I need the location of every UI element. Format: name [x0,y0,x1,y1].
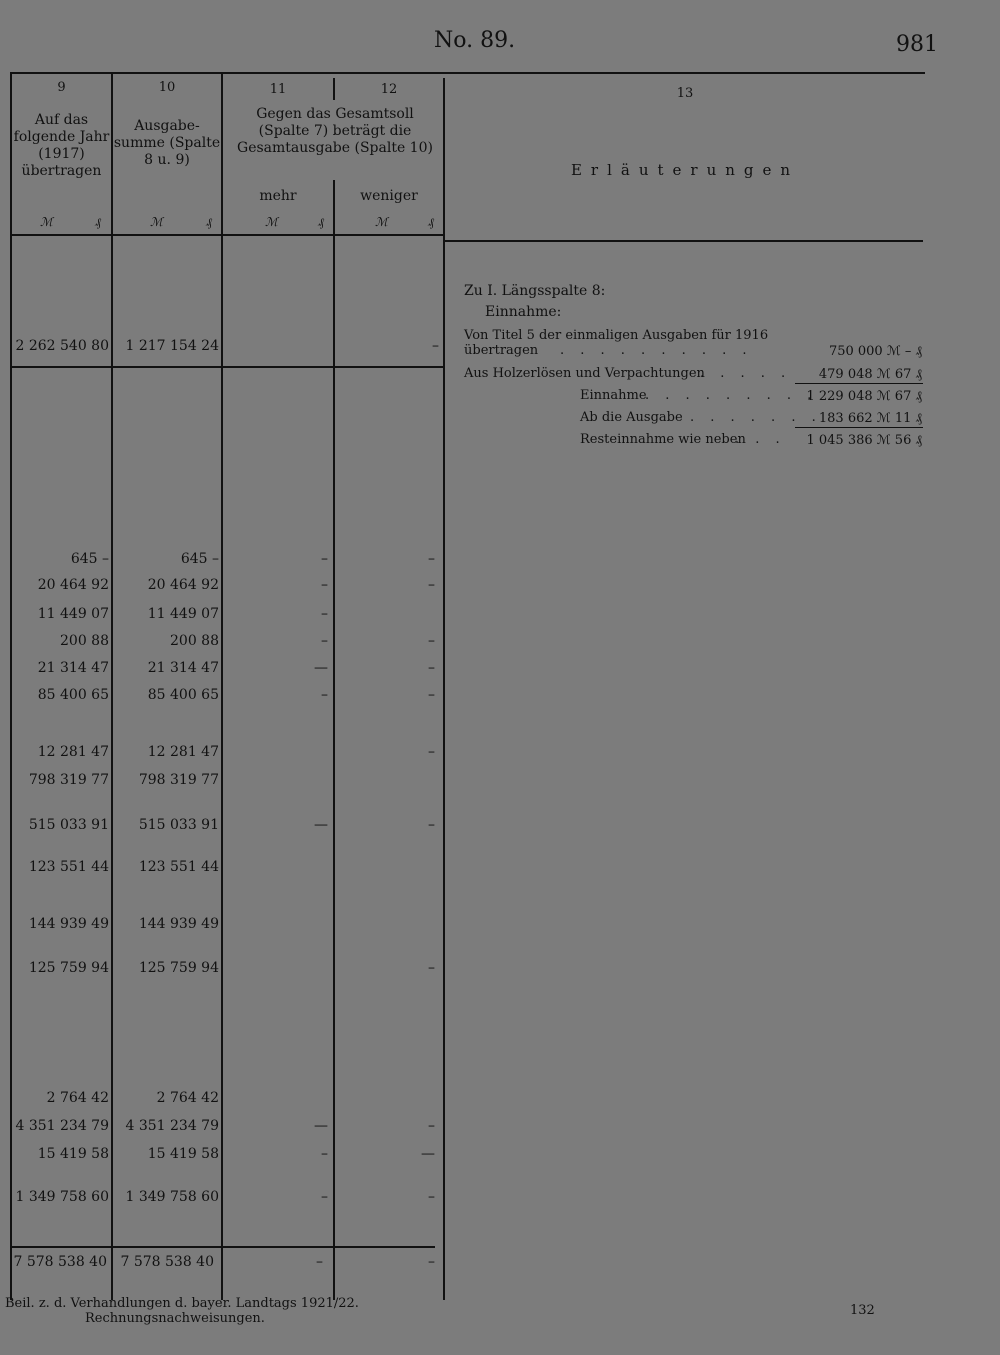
col9-number: 9 [57,80,66,95]
row-col10-value: 144 939 49 [138,916,219,932]
row-col11-value: — [314,660,328,676]
row-col9-value: 4 351 234 79 [15,1118,109,1134]
row-col12-value: — [421,1146,435,1162]
row-col10-value: 15 419 58 [147,1146,219,1162]
col-divider-9-10 [111,72,113,1300]
row-col10-value: 125 759 94 [138,960,219,976]
row-col11-value: – [321,633,328,649]
row-col11-value: – [321,1189,328,1205]
col11-unit-mark: ℳ [265,215,278,229]
row-col10-value: 85 400 65 [147,687,219,703]
document-number: No. 89. [434,28,516,53]
col12-unit-mark: ℳ [375,215,388,229]
row-col9-value: 144 939 49 [28,916,109,932]
row-col12-value: – [428,744,435,760]
page-number: 981 [896,32,938,57]
col9-unit-pfennig: ₰ [95,215,101,229]
row-col9-value: 515 033 91 [28,817,109,833]
section1-col12-value: – [432,338,439,354]
row-col10-value: 12 281 47 [147,744,219,760]
section1-col10-value: 1 217 154 24 [125,338,219,354]
row-col9-value: 11 449 07 [37,606,109,622]
col12-unit-pfennig: ₰ [428,215,434,229]
row-col10-value: 515 033 91 [138,817,219,833]
row-col10-value: 21 314 47 [147,660,219,676]
row-col12-value: – [428,660,435,676]
total-col12-value: – [428,1254,435,1270]
footer-publication: Beil. z. d. Verhandlungen d. bayer. Landtags 1921/22. [5,1296,359,1311]
notes-subheading: Einnahme: [485,304,562,320]
notes-line5: Resteinnahme wie neben [580,432,746,447]
row-col9-value: 85 400 65 [37,687,109,703]
notes-leader2: . . . . . [700,366,792,381]
notes-leader1: . . . . . . . . . . [560,343,753,358]
col-divider-10-11 [221,72,223,1300]
notes-line4: Ab die Ausgabe [580,410,683,425]
notes-line1a: Von Titel 5 der einmaligen Ausgaben für 1916 [464,328,769,343]
row-col9-value: 200 88 [60,633,109,649]
row-col10-value: 11 449 07 [147,606,219,622]
row-col10-value: 200 88 [170,633,219,649]
notes-line5-value: 1 045 386 ℳ 56 ₰ [806,433,922,448]
notes-heading: Zu I. Längsspalte 8: [464,283,606,299]
row-col12-value: – [428,633,435,649]
row-col10-value: 123 551 44 [138,859,219,875]
row-col12-value: – [428,687,435,703]
row-col12-value: – [428,960,435,976]
row-col9-value: 123 551 44 [28,859,109,875]
row-col12-value: – [428,1189,435,1205]
notes-line1-value: 750 000 ℳ – ₰ [828,344,922,359]
col-divider-12-13 [443,78,445,1300]
col10-heading: Ausgabe-summe (Spalte 8 u. 9) [113,118,221,168]
col9-heading: Auf das folgende Jahr (1917) übertragen [13,112,110,179]
notes-sum-rule1 [795,383,923,384]
table-header-rule [10,234,445,236]
row-col10-value: 4 351 234 79 [125,1118,219,1134]
col11-unit-pfennig: ₰ [318,215,324,229]
notes-line1b: übertragen [464,343,539,358]
notes-line4-value: 183 662 ℳ 11 ₰ [818,411,922,426]
notes-header-rule [445,240,923,242]
row-col11-value: – [321,687,328,703]
total-col9-value: 7 578 538 40 [13,1254,107,1270]
col10-unit-pfennig: ₰ [206,215,212,229]
row-col10-value: 20 464 92 [147,577,219,593]
row-col10-value: 798 319 77 [138,772,219,788]
section-divider-rule [10,366,445,368]
row-col10-value: 1 349 758 60 [125,1189,219,1205]
notes-sum-rule2 [795,427,923,428]
row-col9-value: 1 349 758 60 [15,1189,109,1205]
col13-heading: Erläuterungen [570,161,800,179]
row-col11-value: – [321,1146,328,1162]
row-col9-value: 21 314 47 [37,660,109,676]
row-col12-value: – [428,551,435,567]
row-col9-value: 15 419 58 [37,1146,109,1162]
row-col9-value: 2 764 42 [46,1090,109,1106]
row-col11-value: – [321,551,328,567]
row-col9-value: 20 464 92 [37,577,109,593]
row-col9-value: 645 – [70,551,109,567]
notes-leader4: . . . . . . . [690,410,822,425]
footer-section: Rechnungsnachweisungen. [85,1311,265,1326]
col11-12-heading: Gegen das Gesamtsoll (Spalte 7) beträgt die Gesamtausgabe (Spalte 10) [237,106,433,156]
col12-heading: weniger [360,188,418,204]
row-col10-value: 645 – [180,551,219,567]
notes-line3-value: 1 229 048 ℳ 67 ₰ [806,389,922,404]
total-col11-value: – [316,1254,323,1270]
notes-line3: Einnahme [580,388,647,403]
col9-unit-mark: ℳ [40,215,53,229]
notes-line2: Aus Holzerlösen und Verpachtungen [464,366,705,381]
row-col9-value: 12 281 47 [37,744,109,760]
col10-number: 10 [158,80,176,95]
col11-number: 11 [269,82,287,97]
col12-number: 12 [380,82,398,97]
row-col10-value: 2 764 42 [156,1090,219,1106]
table-top-rule [10,72,925,74]
left-border [10,72,12,1300]
footer-sheet-number: 132 [850,1303,875,1318]
notes-leader5: . . . [735,432,786,447]
row-col9-value: 125 759 94 [28,960,109,976]
row-col11-value: — [314,1118,328,1134]
total-col10-value: 7 578 538 40 [120,1254,214,1270]
col10-unit-mark: ℳ [150,215,163,229]
row-col11-value: – [321,577,328,593]
notes-leader3: . . . . . . . . . [645,388,818,403]
row-col12-value: – [428,817,435,833]
row-col12-value: – [428,1118,435,1134]
notes-line2-value: 479 048 ℳ 67 ₰ [818,367,922,382]
row-col12-value: – [428,577,435,593]
col11-heading: mehr [259,188,297,204]
col13-number: 13 [676,86,694,101]
section1-col9-value: 2 262 540 80 [15,338,109,354]
row-col11-value: — [314,817,328,833]
row-col11-value: – [321,606,328,622]
row-col9-value: 798 319 77 [28,772,109,788]
